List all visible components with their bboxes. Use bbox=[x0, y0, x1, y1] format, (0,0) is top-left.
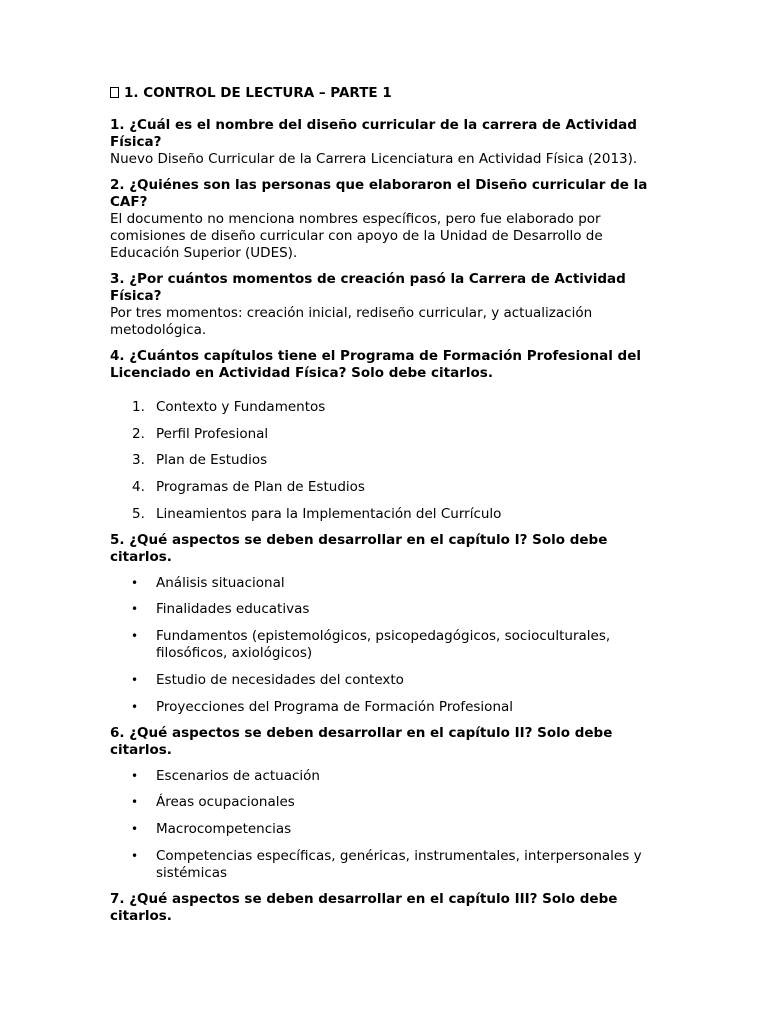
question-title: 3. ¿Por cuántos momentos de creación pasó la Carrera de Actividad Física? bbox=[110, 271, 626, 304]
list-item bbox=[110, 452, 660, 469]
chapters-list bbox=[110, 399, 660, 523]
list-item-text: Competencias específicas, genéricas, instrumentales, interpersonales y sistémicas bbox=[156, 847, 642, 881]
list-number: 2. bbox=[132, 425, 145, 442]
list-item bbox=[110, 506, 660, 523]
list-number: 5. bbox=[132, 505, 145, 522]
list-item bbox=[110, 426, 660, 443]
question-answer: El documento no menciona nombres específicos, pero fue elaborado por comisiones de diseño curricular con apoyo de la Unidad de Desarrollo de Educación Superior (UDES). bbox=[110, 211, 603, 261]
chapter-2-list bbox=[110, 768, 660, 882]
question-2 bbox=[110, 177, 660, 262]
list-number: 3. bbox=[132, 452, 145, 469]
list-number: 1. bbox=[132, 399, 145, 415]
bullet-icon: • bbox=[131, 848, 139, 863]
list-item bbox=[110, 794, 660, 811]
list-item bbox=[110, 768, 660, 785]
question-answer: Por tres momentos: creación inicial, rediseño curricular, y actualización metodológica. bbox=[110, 305, 593, 338]
bullet-icon: • bbox=[131, 795, 139, 810]
list-item bbox=[110, 628, 660, 662]
chapter-1-list bbox=[110, 575, 660, 716]
bullet-icon: • bbox=[131, 768, 139, 783]
list-item-text: Macrocompetencias bbox=[156, 820, 292, 837]
list-item bbox=[110, 479, 660, 496]
list-item bbox=[110, 699, 660, 716]
question-title: 7. ¿Qué aspectos se deben desarrollar en el capítulo III? Solo debe citarlos. bbox=[110, 890, 618, 924]
question-4 bbox=[110, 348, 660, 382]
list-item bbox=[110, 575, 660, 592]
list-item-text: Áreas ocupacionales bbox=[156, 794, 295, 811]
section-heading bbox=[110, 85, 660, 102]
question-title: 2. ¿Quiénes son las personas que elaboraron el Diseño curricular de la CAF? bbox=[110, 177, 648, 210]
question-7 bbox=[110, 891, 660, 925]
list-number: 4. bbox=[132, 479, 145, 496]
list-item-text: Análisis situacional bbox=[156, 574, 285, 591]
list-item bbox=[110, 821, 660, 838]
list-item-text: Contexto y Fundamentos bbox=[156, 399, 326, 415]
list-item-text: Lineamientos para la Implementación del Currículo bbox=[156, 505, 502, 522]
list-item-text: Fundamentos (epistemológicos, psicopedagógicos, socioculturales, filosóficos, axiológicos) bbox=[156, 628, 611, 662]
list-item bbox=[110, 848, 660, 882]
list-item bbox=[110, 672, 660, 689]
list-item bbox=[110, 399, 660, 416]
bullet-icon: • bbox=[131, 672, 139, 687]
list-item bbox=[110, 601, 660, 618]
list-item-text: Escenarios de actuación bbox=[156, 767, 320, 784]
question-1 bbox=[110, 117, 660, 168]
list-item-text: Finalidades educativas bbox=[156, 601, 310, 618]
question-title: 5. ¿Qué aspectos se deben desarrollar en el capítulo I? Solo debe citarlos. bbox=[110, 531, 608, 565]
document-page bbox=[110, 85, 660, 934]
question-title: 4. ¿Cuántos capítulos tiene el Programa de Formación Profesional del Licenciado en Actividad Física? Solo debe citarlos. bbox=[110, 348, 641, 381]
bullet-icon: • bbox=[131, 629, 139, 644]
list-item-text: Estudio de necesidades del contexto bbox=[156, 671, 404, 688]
document-icon bbox=[110, 87, 119, 98]
list-item-text: Programas de Plan de Estudios bbox=[156, 479, 365, 496]
bullet-icon: • bbox=[131, 699, 139, 714]
list-item-text: Perfil Profesional bbox=[156, 425, 269, 442]
question-answer: Nuevo Diseño Curricular de la Carrera Licenciatura en Actividad Física (2013). bbox=[110, 151, 638, 167]
question-3 bbox=[110, 271, 660, 339]
bullet-icon: • bbox=[131, 575, 139, 590]
list-item-text: Plan de Estudios bbox=[156, 452, 268, 469]
list-item-text: Proyecciones del Programa de Formación Profesional bbox=[156, 698, 514, 715]
question-6 bbox=[110, 725, 660, 759]
question-5 bbox=[110, 532, 660, 566]
bullet-icon: • bbox=[131, 602, 139, 617]
bullet-icon: • bbox=[131, 821, 139, 836]
question-title: 1. ¿Cuál es el nombre del diseño curricular de la carrera de Actividad Física? bbox=[110, 117, 637, 150]
section-heading-text: 1. CONTROL DE LECTURA – PARTE 1 bbox=[124, 85, 392, 101]
question-title: 6. ¿Qué aspectos se deben desarrollar en el capítulo II? Solo debe citarlos. bbox=[110, 724, 613, 758]
